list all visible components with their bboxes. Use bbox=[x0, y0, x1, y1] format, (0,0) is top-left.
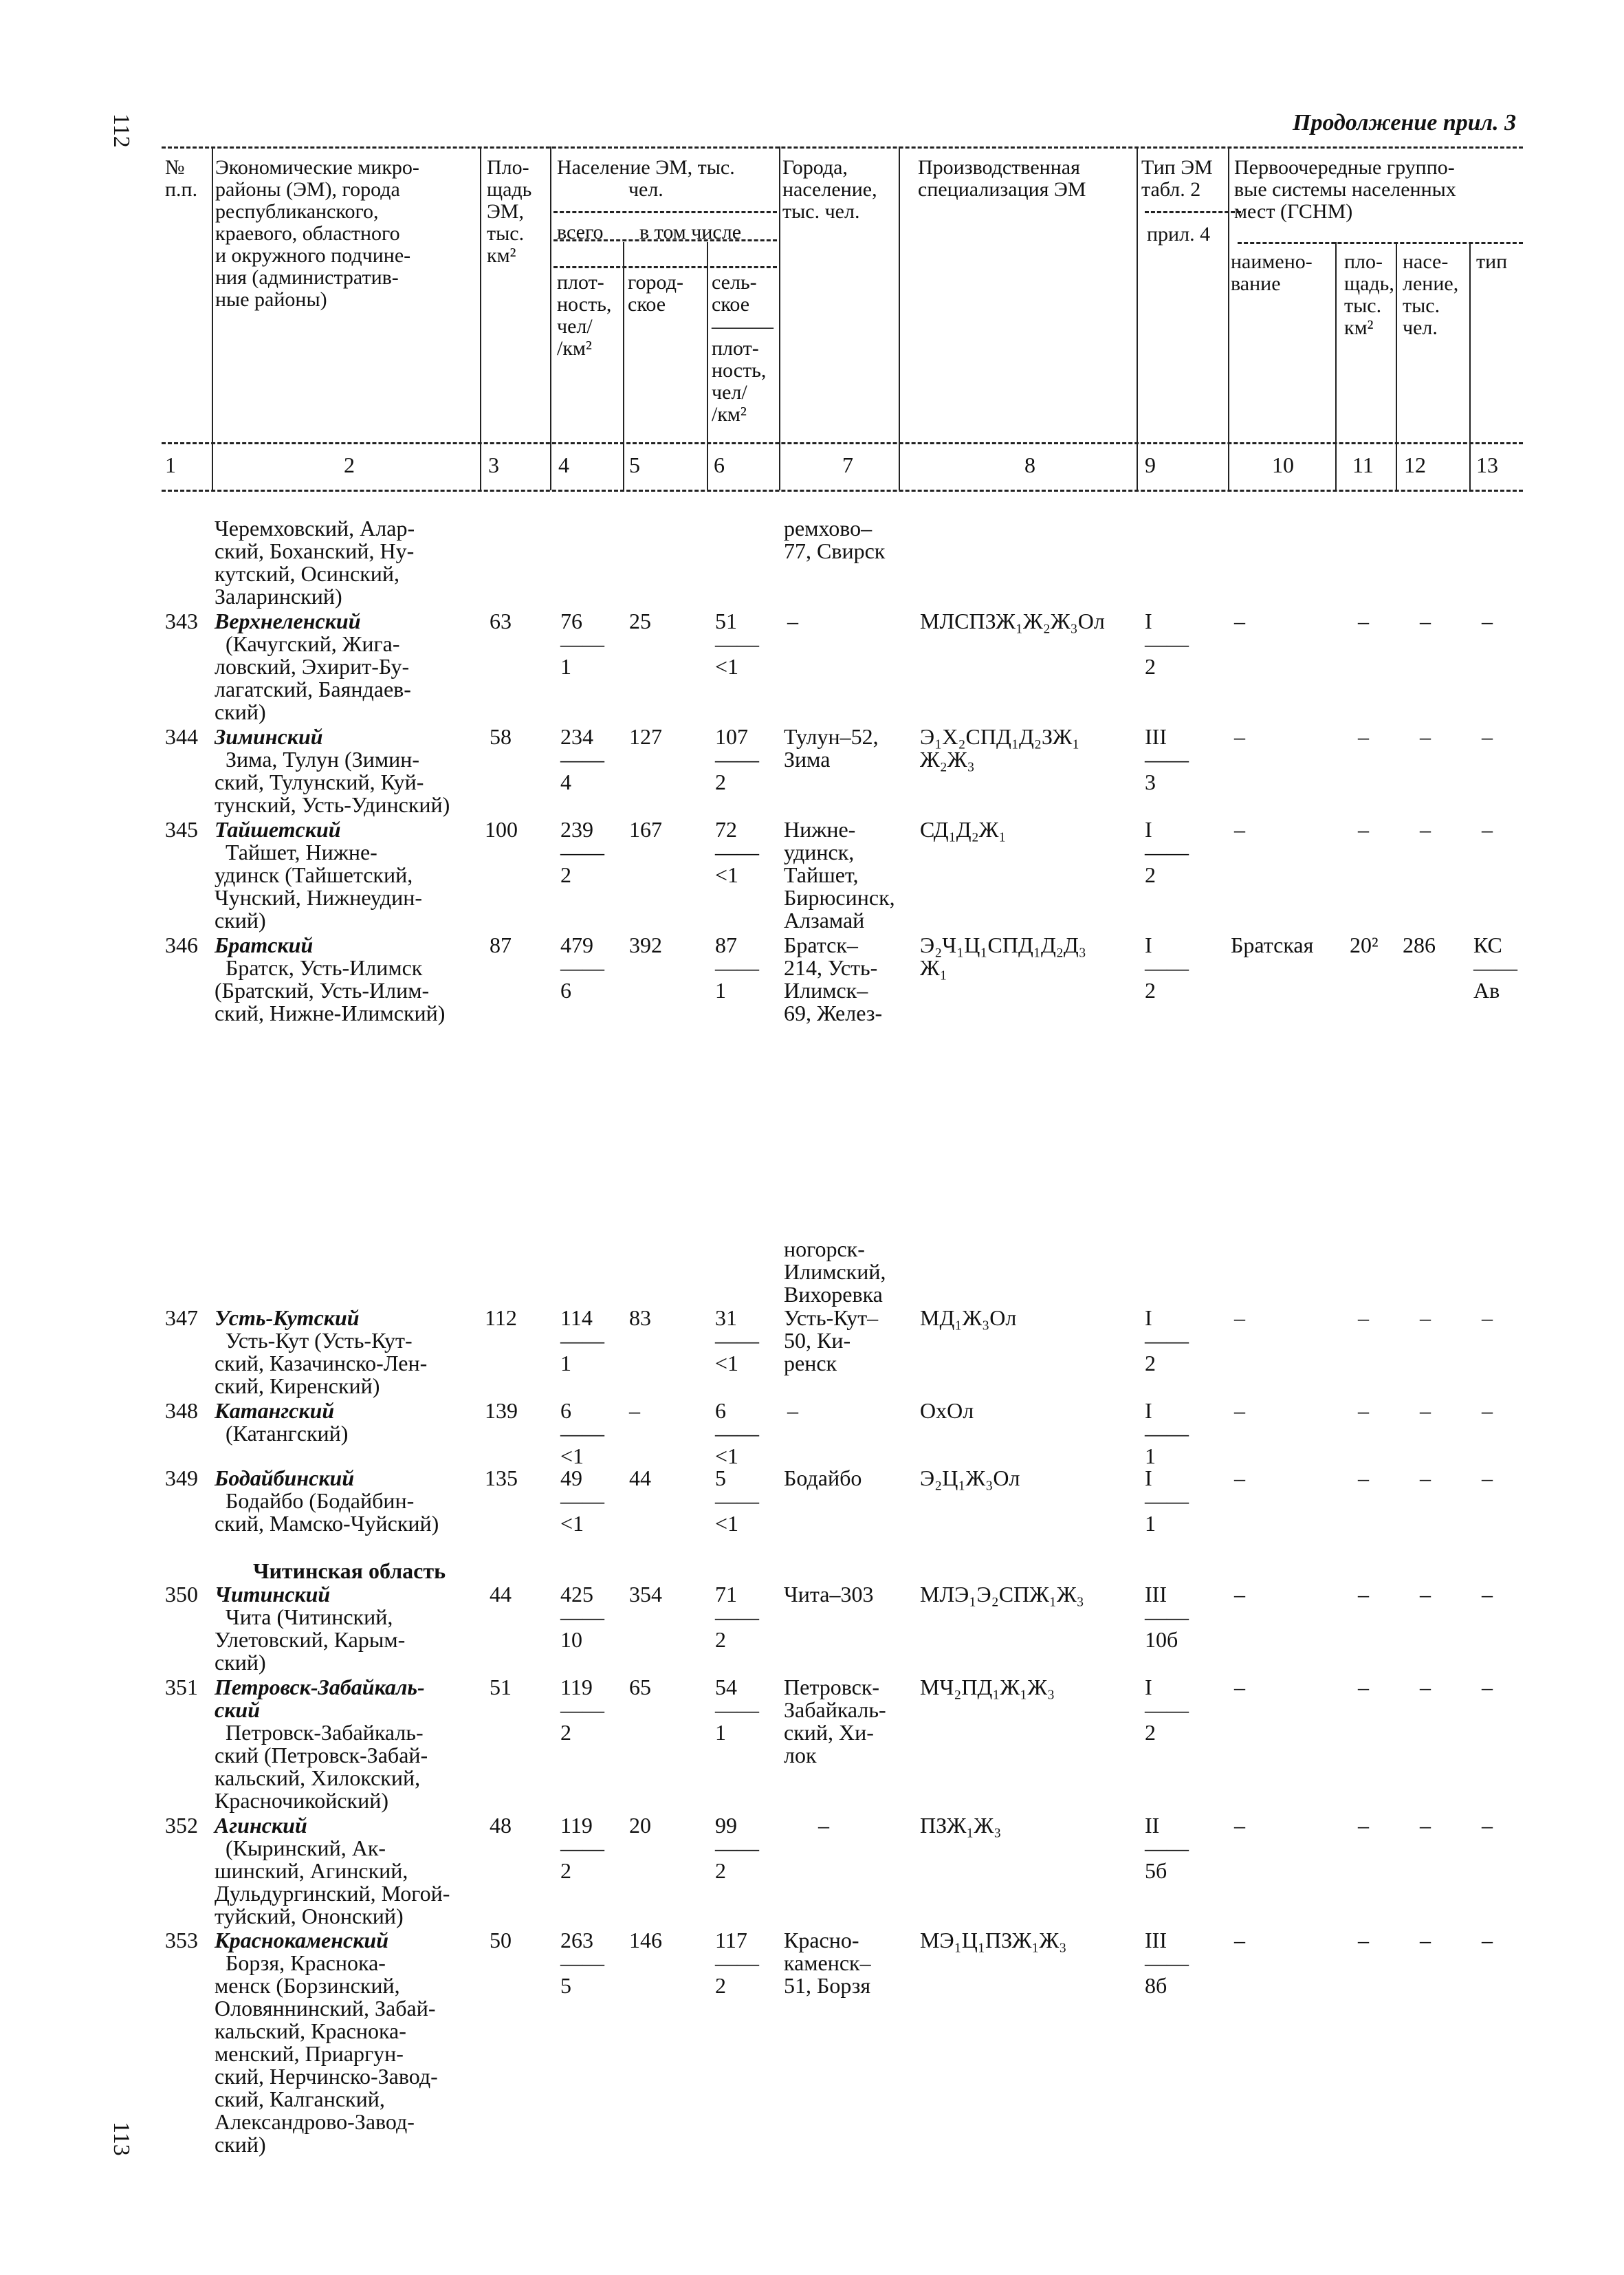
row-urban: – bbox=[629, 1398, 640, 1423]
row-spec: МЛСПЗЖ₁Ж₂Ж₃Ол bbox=[920, 609, 1105, 633]
row-spec: Э₁Х₂СПД₁Д₂ЗЖ₁ Ж₂Ж₃ bbox=[920, 724, 1080, 772]
row-gpop: – bbox=[1420, 609, 1431, 633]
row-gname: – bbox=[1234, 1928, 1245, 1952]
row-total: 6 —— <1 bbox=[560, 1398, 604, 1468]
row-total: 263 —— 5 bbox=[560, 1928, 604, 1998]
colnum: 11 bbox=[1352, 453, 1374, 477]
header-vline-12 bbox=[1469, 242, 1471, 490]
row-garea: – bbox=[1358, 1813, 1369, 1838]
row-rural: 5 —— <1 bbox=[715, 1466, 759, 1536]
colnum: 5 bbox=[629, 453, 640, 477]
row-gname: – bbox=[1234, 609, 1245, 633]
header-top-rule bbox=[162, 146, 1523, 149]
row-cities: – bbox=[787, 609, 798, 633]
row-gtype: – bbox=[1482, 1675, 1493, 1699]
row-name: Краснокаменский bbox=[215, 1928, 388, 1952]
row-garea: – bbox=[1358, 1466, 1369, 1490]
colnum: 2 bbox=[344, 453, 355, 477]
row-garea: 20² bbox=[1350, 933, 1379, 957]
row-sub: Черемховский, Алар- ский, Боханский, Ну- кутский, Осинский, Заларинский) bbox=[215, 516, 415, 609]
row-cities: – bbox=[787, 1398, 798, 1423]
header-vline-9 bbox=[1228, 146, 1229, 490]
header-including: в том числе bbox=[639, 221, 742, 243]
row-gpop: – bbox=[1420, 1305, 1431, 1330]
row-area: 63 bbox=[490, 609, 512, 633]
colnum: 6 bbox=[714, 453, 725, 477]
row-sub: (Катангский) bbox=[215, 1421, 349, 1446]
row-type: I —— 2 bbox=[1145, 609, 1189, 679]
row-area: 112 bbox=[485, 1305, 517, 1330]
row-rural: 117 —— 2 bbox=[715, 1928, 759, 1998]
row-type: III —— 8б bbox=[1145, 1928, 1189, 1998]
colnum: 10 bbox=[1272, 453, 1294, 477]
row-rural: 72 —— <1 bbox=[715, 817, 759, 887]
row-type: I —— 2 bbox=[1145, 1305, 1189, 1375]
header-vline-3 bbox=[550, 146, 551, 490]
row-cities: Усть-Кут– 50, Ки- ренск bbox=[784, 1305, 879, 1375]
header-urban: город- ское bbox=[628, 271, 683, 316]
row-total: 479 —— 6 bbox=[560, 933, 604, 1003]
header-vline-4 bbox=[623, 242, 624, 490]
row-urban: 146 bbox=[629, 1928, 662, 1952]
header-population: Население ЭМ, тыс. чел. bbox=[557, 156, 735, 201]
header-gsnm-area: пло- щадь, тыс. км² bbox=[1344, 250, 1394, 339]
colnum: 8 bbox=[1024, 453, 1035, 477]
colnum-bottom-rule bbox=[162, 490, 1523, 492]
row-spec: ОхОл bbox=[920, 1398, 974, 1423]
row-name: Петровск-Забайкаль- ский bbox=[215, 1675, 425, 1722]
row-gpop: – bbox=[1420, 724, 1431, 749]
row-gpop: – bbox=[1420, 1813, 1431, 1838]
row-spec: ПЗЖ₁Ж₃ bbox=[920, 1813, 1002, 1838]
row-type: III —— 10б bbox=[1145, 1582, 1189, 1652]
row-sub: Бодайбо (Бодайбин- ский, Мамско-Чуйский) bbox=[215, 1488, 439, 1536]
row-total: 119 —— 2 bbox=[560, 1675, 604, 1745]
row-sub: Тайшет, Нижне- удинск (Тайшетский, Чунский, Нижнеудин- ский) bbox=[215, 840, 422, 933]
colnum: 1 bbox=[165, 453, 176, 477]
row-cities: – bbox=[818, 1813, 829, 1838]
row-gname: – bbox=[1234, 817, 1245, 842]
header-gsnm: Первоочередные группо- вые системы населенных мест (ГСНМ) bbox=[1234, 156, 1456, 223]
header-sub-rule-5 bbox=[553, 266, 777, 268]
row-name: Усть-Кутский bbox=[215, 1305, 360, 1330]
row-cities: ремхово– 77, Свирск bbox=[784, 516, 886, 563]
row-rural: 87 —— 1 bbox=[715, 933, 759, 1003]
row-urban: 392 bbox=[629, 933, 662, 957]
row-sub: Усть-Кут (Усть-Кут- ский, Казачинско-Лен- ский, Киренский) bbox=[215, 1328, 428, 1398]
row-garea: – bbox=[1358, 724, 1369, 749]
colnum: 12 bbox=[1404, 453, 1426, 477]
row-cities: Нижне- удинск, Тайшет, Бирюсинск, Алзамай bbox=[784, 817, 895, 933]
row-total: 425 —— 10 bbox=[560, 1582, 604, 1652]
row-spec: СД₁Д₂Ж₁ bbox=[920, 817, 1007, 842]
row-spec: МЧ₂ПД₁Ж₁Ж₃ bbox=[920, 1675, 1055, 1699]
row-garea: – bbox=[1358, 1675, 1369, 1699]
row-area: 58 bbox=[490, 724, 512, 749]
row-type: I —— 2 bbox=[1145, 933, 1189, 1003]
row-sub: (Кыринский, Ак- шинский, Агинский, Дульдургинский, Могой- туйский, Ононский) bbox=[215, 1836, 450, 1928]
row-num: 350 bbox=[165, 1582, 198, 1607]
row-cities: Красно- каменск– 51, Борзя bbox=[784, 1928, 871, 1998]
row-rural: 54 —— 1 bbox=[715, 1675, 759, 1745]
row-name: Верхнеленский bbox=[215, 609, 361, 633]
row-gtype: – bbox=[1482, 1398, 1493, 1423]
page-number-left: 112 bbox=[109, 113, 134, 148]
row-gname: – bbox=[1234, 724, 1245, 749]
header-vline-1 bbox=[212, 146, 213, 490]
row-gtype: – bbox=[1482, 817, 1493, 842]
header-sub-rule-2 bbox=[1145, 211, 1241, 213]
header-cities: Города, население, тыс. чел. bbox=[782, 156, 877, 223]
row-sub: Чита (Читинский, Улетовский, Карым- ский) bbox=[215, 1604, 406, 1675]
row-num: 347 bbox=[165, 1305, 198, 1330]
row-spec: МЭ₁Ц₁ПЗЖ₁Ж₃ bbox=[920, 1928, 1067, 1952]
header-vline-11 bbox=[1396, 242, 1397, 490]
row-name: Зиминский bbox=[215, 724, 323, 749]
row-area: 87 bbox=[490, 933, 512, 957]
header-microregions: Экономические микро- районы (ЭМ), города республиканского, краевого, областного и окружного подчине- ния (административ- ные районы) bbox=[215, 156, 419, 311]
row-total: 76 —— 1 bbox=[560, 609, 604, 679]
row-urban: 83 bbox=[629, 1305, 651, 1330]
header-bottom-rule bbox=[162, 442, 1523, 444]
row-name: Читинский bbox=[215, 1582, 331, 1607]
row-num: 348 bbox=[165, 1398, 198, 1423]
header-vline-2 bbox=[480, 146, 481, 490]
row-type: I —— 1 bbox=[1145, 1466, 1189, 1536]
row-name: Агинский bbox=[215, 1813, 307, 1838]
header-specialization: Производственная специализация ЭМ bbox=[918, 156, 1086, 201]
region-heading: Читинская область bbox=[253, 1558, 446, 1583]
header-vline-6 bbox=[779, 146, 780, 490]
row-urban: 20 bbox=[629, 1813, 651, 1838]
row-gpop: 286 bbox=[1403, 933, 1436, 957]
colnum: 3 bbox=[488, 453, 499, 477]
row-gtype: – bbox=[1482, 1582, 1493, 1607]
row-num: 352 bbox=[165, 1813, 198, 1838]
header-vline-8 bbox=[1137, 146, 1138, 490]
row-spec: Э₂Ч₁Ц₁СПД₁Д₂Д₃ Ж₁ bbox=[920, 933, 1086, 980]
header-density: плот- ность, чел/ /км² bbox=[557, 271, 612, 360]
row-area: 135 bbox=[485, 1466, 518, 1490]
header-vline-7 bbox=[899, 146, 900, 490]
header-num: № п.п. bbox=[165, 156, 198, 201]
header-sub-rule-1 bbox=[553, 211, 777, 213]
row-garea: – bbox=[1358, 1305, 1369, 1330]
row-type: I —— 2 bbox=[1145, 817, 1189, 887]
row-gtype: – bbox=[1482, 1813, 1493, 1838]
row-gname: – bbox=[1234, 1466, 1245, 1490]
row-gtype: – bbox=[1482, 724, 1493, 749]
row-type: II —— 5б bbox=[1145, 1813, 1189, 1883]
row-gpop: – bbox=[1420, 1466, 1431, 1490]
header-vline-5 bbox=[707, 242, 708, 490]
row-garea: – bbox=[1358, 609, 1369, 633]
header-gsnm-name: наимено- вание bbox=[1231, 250, 1313, 295]
row-gpop: – bbox=[1420, 817, 1431, 842]
row-total: 234 —— 4 bbox=[560, 724, 604, 794]
row-cities: Петровск- Забайкаль- ский, Хи- лок bbox=[784, 1675, 886, 1767]
row-total: 239 —— 2 bbox=[560, 817, 604, 887]
row-rural: 107 —— 2 bbox=[715, 724, 759, 794]
row-garea: – bbox=[1358, 817, 1369, 842]
row-urban: 44 bbox=[629, 1466, 651, 1490]
row-gname: – bbox=[1234, 1305, 1245, 1330]
row-type: III —— 3 bbox=[1145, 724, 1189, 794]
colnum: 9 bbox=[1145, 453, 1156, 477]
colnum: 4 bbox=[558, 453, 569, 477]
row-gtype: – bbox=[1482, 1928, 1493, 1952]
header-em-type: Тип ЭМ табл. 2 bbox=[1141, 156, 1213, 201]
row-area: 139 bbox=[485, 1398, 518, 1423]
row-total: 114 —— 1 bbox=[560, 1305, 604, 1375]
row-garea: – bbox=[1358, 1398, 1369, 1423]
row-gpop: – bbox=[1420, 1582, 1431, 1607]
row-area: 100 bbox=[485, 817, 518, 842]
header-vline-10 bbox=[1335, 242, 1337, 490]
row-cities: Бодайбо bbox=[784, 1466, 862, 1490]
header-area: Пло- щадь ЭМ, тыс. км² bbox=[487, 156, 532, 267]
colnum: 7 bbox=[842, 453, 853, 477]
row-gtype: КС —— Ав bbox=[1473, 933, 1517, 1003]
row-urban: 354 bbox=[629, 1582, 662, 1607]
row-sub: Борзя, Краснока- менск (Борзинский, Оловяннинский, Забай- кальский, Краснока- менский, Приаргун- ский, Нерчинско-Завод- ский, Калганский, Александрово-Завод- ский) bbox=[215, 1950, 438, 2157]
row-sub: Зима, Тулун (Зимин- ский, Тулунский, Куй- тунский, Усть-Удинский) bbox=[215, 747, 450, 817]
row-urban: 127 bbox=[629, 724, 662, 749]
header-gsnm-pop: насе- ление, тыс. чел. bbox=[1403, 250, 1459, 339]
row-gpop: – bbox=[1420, 1928, 1431, 1952]
header-gsnm-type: тип bbox=[1476, 250, 1508, 273]
row-gname: – bbox=[1234, 1675, 1245, 1699]
row-cities: Чита–303 bbox=[784, 1582, 874, 1607]
row-name: Братский bbox=[215, 933, 314, 957]
row-cities: ногорск- Илимский, Вихоревка bbox=[784, 1237, 886, 1307]
row-spec: МЛЭ₁Э₂СПЖ₁Ж₃ bbox=[920, 1582, 1084, 1607]
row-rural: 31 —— <1 bbox=[715, 1305, 759, 1375]
row-gpop: – bbox=[1420, 1675, 1431, 1699]
header-rural: сель- ское ——— плот- ность, чел/ /км² bbox=[712, 271, 773, 426]
row-num: 349 bbox=[165, 1466, 198, 1490]
row-num: 353 bbox=[165, 1928, 198, 1952]
row-type: I —— 1 bbox=[1145, 1398, 1189, 1468]
header-total: всего bbox=[557, 221, 604, 243]
row-gpop: – bbox=[1420, 1398, 1431, 1423]
row-urban: 167 bbox=[629, 817, 662, 842]
row-gname: Братская bbox=[1231, 933, 1314, 957]
header-sub-rule-3 bbox=[1238, 242, 1523, 244]
page-number-right: 113 bbox=[109, 2122, 134, 2156]
row-gtype: – bbox=[1482, 609, 1493, 633]
colnum: 13 bbox=[1476, 453, 1498, 477]
row-num: 343 bbox=[165, 609, 198, 633]
row-gname: – bbox=[1234, 1582, 1245, 1607]
row-garea: – bbox=[1358, 1928, 1369, 1952]
row-garea: – bbox=[1358, 1582, 1369, 1607]
row-num: 351 bbox=[165, 1675, 198, 1699]
row-area: 48 bbox=[490, 1813, 512, 1838]
row-name: Бодайбинский bbox=[215, 1466, 355, 1490]
row-num: 344 bbox=[165, 724, 198, 749]
row-spec: МД₁Ж₃Ол bbox=[920, 1305, 1017, 1330]
row-rural: 6 —— <1 bbox=[715, 1398, 759, 1468]
header-em-type-appx: прил. 4 bbox=[1147, 223, 1211, 246]
row-name: Катангский bbox=[215, 1398, 335, 1423]
row-area: 51 bbox=[490, 1675, 512, 1699]
row-type: I —— 2 bbox=[1145, 1675, 1189, 1745]
row-gtype: – bbox=[1482, 1305, 1493, 1330]
row-area: 50 bbox=[490, 1928, 512, 1952]
row-gname: – bbox=[1234, 1398, 1245, 1423]
row-urban: 25 bbox=[629, 609, 651, 633]
row-rural: 71 —— 2 bbox=[715, 1582, 759, 1652]
row-rural: 99 —— 2 bbox=[715, 1813, 759, 1883]
row-cities: Тулун–52, Зима bbox=[784, 724, 879, 772]
row-total: 49 —— <1 bbox=[560, 1466, 604, 1536]
row-spec: Э₂Ц₁Ж₃Ол bbox=[920, 1466, 1020, 1490]
row-cities: Братск– 214, Усть- Илимск– 69, Желез- bbox=[784, 933, 883, 1025]
row-name: Тайшетский bbox=[215, 817, 341, 842]
continuation-title: Продолжение прил. 3 bbox=[1293, 110, 1517, 135]
row-num: 346 bbox=[165, 933, 198, 957]
row-sub: (Качугский, Жига- ловский, Эхирит-Бу- лагатский, Баяндаев- ский) bbox=[215, 631, 411, 724]
row-gtype: – bbox=[1482, 1466, 1493, 1490]
row-sub: Петровск-Забайкаль- ский (Петровск-Забай- кальский, Хилокский, Красночикойский) bbox=[215, 1720, 428, 1813]
row-num: 345 bbox=[165, 817, 198, 842]
row-sub: Братск, Усть-Илимск (Братский, Усть-Илим- ский, Нижне-Илимский) bbox=[215, 955, 446, 1025]
row-total: 119 —— 2 bbox=[560, 1813, 604, 1883]
row-urban: 65 bbox=[629, 1675, 651, 1699]
row-area: 44 bbox=[490, 1582, 512, 1607]
row-rural: 51 —— <1 bbox=[715, 609, 759, 679]
row-gname: – bbox=[1234, 1813, 1245, 1838]
